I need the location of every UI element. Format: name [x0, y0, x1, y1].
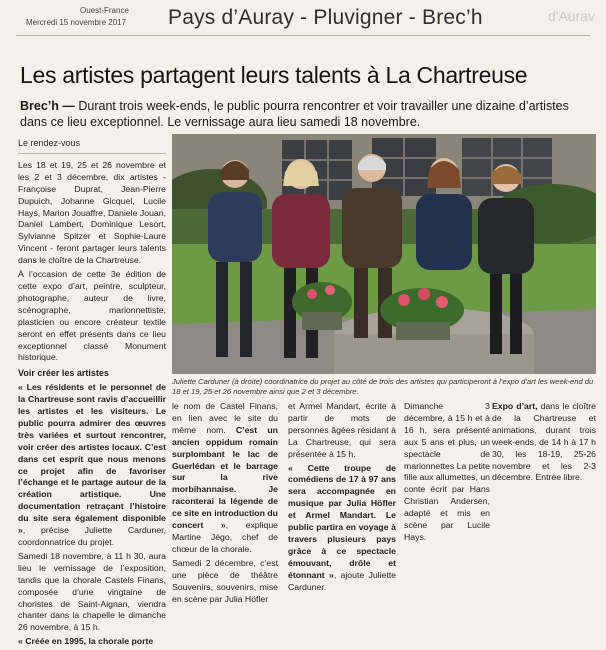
paragraph	[172, 401, 278, 556]
left-column	[18, 138, 166, 650]
section-title: Pays d’Auray - Pluvigner - Brec’h	[168, 6, 483, 29]
paragraph	[288, 463, 396, 594]
publication-name: Ouest-France	[80, 6, 129, 15]
paragraph	[18, 382, 166, 549]
paragraph: Samedi 2 décembre, c’est une pièce de théâtre Souvenirs, souvenirs, mise en scène par Julia Höfler	[172, 557, 278, 604]
paragraph: et Armel Mandart, écrite à partir de mots de personnes âgées résidant à La Chartreuse, qui sera présentée à 15 h.	[288, 401, 396, 459]
quote: « Les résidents et le personnel de la Chartreuse sont ravis d’accueillir les artistes et les visiteurs. Le public pourra admirer des œuvres très variées et surtout rencontrer, voir créer des artistes locaux. C’est dans cet esprit que nous menons ce projet afin de favoriser l’échange et le partage autour de la création artistique. Une documentation retraçant l’histoire du site sera également disponible »	[18, 382, 166, 536]
info-label: Expo d’art,	[492, 401, 538, 411]
group-photo-illustration	[172, 134, 596, 374]
subheading: Voir créer les artistes	[18, 368, 109, 379]
photo-caption: Juliette Carduner (à droite) coordinatrice du projet au côté de trois des artistes qui participeront à l’expo d’art les week-end du 18 et 19, 25 et 26 novembre ainsi que 2 et 3 décembre.	[172, 377, 594, 396]
text-run: le nom de Castel Finans, en lien avec le site du même nom.	[172, 401, 278, 435]
attribution: , précise Juliette Carduner, coordonnatrice du projet.	[18, 525, 166, 547]
article-headline: Les artistes partagent leurs talents à La Chartreuse	[20, 62, 528, 88]
column-3	[288, 401, 396, 596]
paragraph: « Créée en 1995, la chorale porte	[18, 636, 154, 647]
lead-text: Durant trois week-ends, le public pourra rencontrer et voir travailler une dizaine d’artistes dans ce lieu exceptionnel. Le vernissage aura lieu samedi 18 novembre.	[20, 99, 569, 129]
rendez-vous-tag: Le rendez-vous	[18, 138, 166, 154]
info-box	[492, 401, 596, 484]
lead-place: Brec’h —	[20, 99, 75, 113]
article-photo	[172, 134, 596, 374]
paragraph: Dimanche 3 décembre, à 15 h et à 16 h, sera présenté aux 5 ans et plus, un spectacle de marionnettes La petite fille aux allumettes, un conte écrit par Hans Christian Andersen, adapté et mis en scène par Lucile Hays.	[404, 401, 490, 542]
column-4	[404, 401, 490, 546]
publication-date: Mercredi 15 novembre 2017	[26, 18, 127, 27]
paragraph: Les 18 et 19, 25 et 26 novembre et les 2 et 3 décembre, dix artistes - Françoise Duprat, Jean-Pierre Dupuich, Johanne Gicquel, Lucile Hays, Marion Jouaffre, Daniele Jouan, Daniel Lambert, Dominique Lesort, Sylvianne Spitzer et Sophie-Laure Vincent - feront partager leurs talents dans le cloître de la Chartreuse.	[18, 159, 166, 266]
article-lead	[20, 98, 592, 130]
header-rule	[16, 35, 590, 36]
column-2	[172, 401, 278, 607]
attribution: , ajoute Juliette Carduner.	[288, 569, 397, 592]
info-text: dans le cloître de la Chartreuse et animations, durant trois week-ends, de 14 h à 17 h 30, les 18-19, 25-26 novembre et les 2-3 décembre. Entrée libre.	[492, 401, 596, 483]
column-5	[492, 401, 596, 486]
quote: C’est un ancien oppidum romain surplombant le lac de Guerlédan et le barrage sur la rive morbihannaise. Je raconterai la légende de ce site en introduction du concert »	[172, 424, 278, 531]
next-page-bleed: d'Aurav	[548, 8, 596, 24]
quote: « Cette troupe de comédiens de 17 à 97 ans sera accompagnée en musique par Julia Höfler et Armel Mandart. Le public partira en voyage à travers plusieurs pays grâce à ce spectacle émouvant, drôle et étonnant »	[288, 462, 396, 580]
paragraph: Samedi 18 novembre, à 11 h 30, aura lieu le vernissage de l’exposition, tandis que la chorale Castels Finans, composée d’une vingtaine de choristes de Saint-Aignan, viendra chanter dans la chapelle le dimanche 26 novembre, à 15 h.	[18, 550, 166, 633]
paragraph: À l’occasion de cette 3e édition de cette expo d’art, peintre, sculpteur, photographe, auteur de livre, scénographe, marionnettiste, plasticien ou encore créateur textile seront en effet présents dans ce lieu exceptionnel classé Monument historique.	[18, 269, 166, 363]
masthead	[0, 0, 606, 38]
attribution: , explique Martine Jégo, chef de chœur de la chorale.	[172, 520, 278, 554]
